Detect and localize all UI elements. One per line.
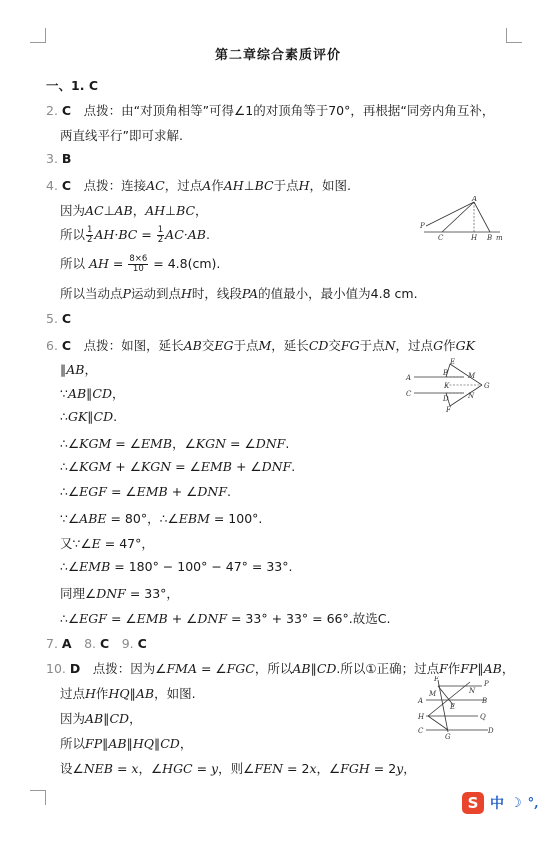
answer-line-6k: 同理∠DNF = 33°， bbox=[60, 586, 179, 601]
answer-line-6i: 又∵∠E = 47°， bbox=[60, 536, 154, 551]
svg-text:N: N bbox=[468, 392, 475, 400]
answer-line-1: 一、1. C bbox=[46, 78, 98, 93]
answer-line-6c: ∵AB∥CD， bbox=[60, 386, 125, 401]
answer-line-4b: 因为AC⊥AB，AH⊥BC， bbox=[60, 203, 208, 218]
svg-text:C: C bbox=[406, 390, 412, 398]
punctuation-toggle-icon[interactable]: °, bbox=[527, 795, 539, 811]
answer-line-6j: ∴∠EMB = 180° − 100° − 47° = 33°. bbox=[60, 559, 293, 574]
half-width-moon-icon[interactable]: ☽ bbox=[510, 795, 522, 811]
fraction-half: $\frac{1}{2}$ bbox=[157, 225, 164, 245]
svg-text:P: P bbox=[420, 222, 425, 230]
answer-line-6l: ∴∠EGF = ∠EMB + ∠DNF = 33° + 33° = 66°.故选C. bbox=[60, 611, 391, 626]
svg-text:B: B bbox=[482, 697, 488, 705]
svg-text:F: F bbox=[434, 676, 439, 683]
svg-text:D: D bbox=[488, 727, 494, 735]
svg-text:N: N bbox=[469, 687, 476, 695]
answer-line-6: 6. C 点拨：如图，延长AB交EG于点M，延长CD交FG于点N，过点G作GK bbox=[46, 338, 475, 353]
svg-text:M: M bbox=[468, 372, 476, 380]
ime-toolbar[interactable] bbox=[462, 790, 556, 816]
answer-line-10c: 因为AB∥CD， bbox=[60, 711, 142, 726]
answer-line-3: 3. B bbox=[46, 151, 72, 166]
svg-text:A: A bbox=[472, 196, 478, 203]
figure-q10-parallel-lines bbox=[412, 676, 496, 740]
document-title: 第二章综合素质评价 bbox=[214, 48, 341, 63]
svg-text:G: G bbox=[484, 382, 490, 390]
figure-q4-triangle bbox=[420, 196, 506, 242]
answer-line-4: 4. C 点拨：连接AC，过点A作AH⊥BC于点H，如图. bbox=[46, 178, 351, 193]
answer-line-10: 10. D 点拨：因为∠FMA = ∠FGC，所以AB∥CD.所以①正确；过点F作FP∥AB， bbox=[46, 661, 515, 676]
answer-line-6f: ∴∠KGM + ∠KGN = ∠EMB + ∠DNF. bbox=[60, 459, 296, 474]
svg-text:E: E bbox=[450, 703, 456, 711]
answer-line-10b: 过点H作HQ∥AB，如图. bbox=[60, 686, 196, 701]
answer-line-6b: ∥AB， bbox=[60, 362, 97, 377]
answer-line-4d: 所以 AH = $\frac{8\times 6}{10}$ = 4.8(cm). bbox=[60, 254, 221, 274]
svg-text:A: A bbox=[418, 697, 424, 705]
answer-line-2-cont: 两直线平行”即可求解. bbox=[60, 128, 183, 143]
svg-text:K: K bbox=[444, 382, 450, 390]
figure-q6-parallel-lines bbox=[400, 358, 500, 414]
svg-text:M: M bbox=[429, 690, 437, 698]
answer-line-4e: 所以当动点P运动到点H时，线段PA的值最小，最小值为4.8 cm. bbox=[60, 286, 418, 301]
svg-text:F: F bbox=[446, 406, 451, 414]
answer-line-6d: ∴GK∥CD. bbox=[60, 409, 118, 424]
svg-text:Q: Q bbox=[480, 713, 486, 721]
answer-line-4c: 所以 $\frac{1}{2}$ AH·BC = $\frac{1}{2}$ AC·AB. bbox=[60, 225, 210, 245]
answer-line-10e: 设∠NEB = x，∠HGC = y，则∠FEN = 2x，∠FGH = 2y， bbox=[60, 761, 416, 776]
ime-mode-toggle[interactable]: 中 bbox=[490, 796, 504, 812]
fraction-half: $\frac{1}{2}$ bbox=[87, 225, 93, 245]
answer-line-5: 5. C bbox=[46, 311, 72, 326]
svg-text:A: A bbox=[406, 374, 412, 382]
answer-line-10d: 所以FP∥AB∥HQ∥CD， bbox=[60, 736, 193, 751]
svg-text:G: G bbox=[445, 733, 451, 740]
svg-text:C: C bbox=[418, 727, 424, 735]
answer-line-7-9: 7. A 8. C 9. C bbox=[46, 636, 147, 651]
sogou-logo-icon[interactable]: S bbox=[462, 792, 484, 814]
svg-text:C: C bbox=[438, 234, 444, 242]
fraction-8x6-over-10: $\frac{8\times 6}{10}$ bbox=[129, 254, 148, 274]
answer-line-2: 2. C 点拨：由“对顶角相等”可得∠1的对顶角等于70°，再根据“同旁内角互补， bbox=[46, 103, 495, 118]
svg-text:D: D bbox=[443, 395, 449, 403]
answer-line-6g: ∴∠EGF = ∠EMB + ∠DNF. bbox=[60, 484, 231, 499]
svg-text:H: H bbox=[471, 234, 478, 242]
answer-line-6e: ∴∠KGM = ∠EMB，∠KGN = ∠DNF. bbox=[60, 436, 290, 451]
svg-text:P: P bbox=[484, 680, 489, 688]
svg-text:E: E bbox=[450, 358, 456, 366]
svg-text:B: B bbox=[443, 369, 449, 377]
svg-text:m: m bbox=[496, 234, 503, 242]
answer-line-6h: ∵∠ABE = 80°，∴∠EBM = 100°. bbox=[60, 511, 263, 526]
svg-text:B: B bbox=[487, 234, 493, 242]
svg-text:H: H bbox=[418, 713, 425, 721]
